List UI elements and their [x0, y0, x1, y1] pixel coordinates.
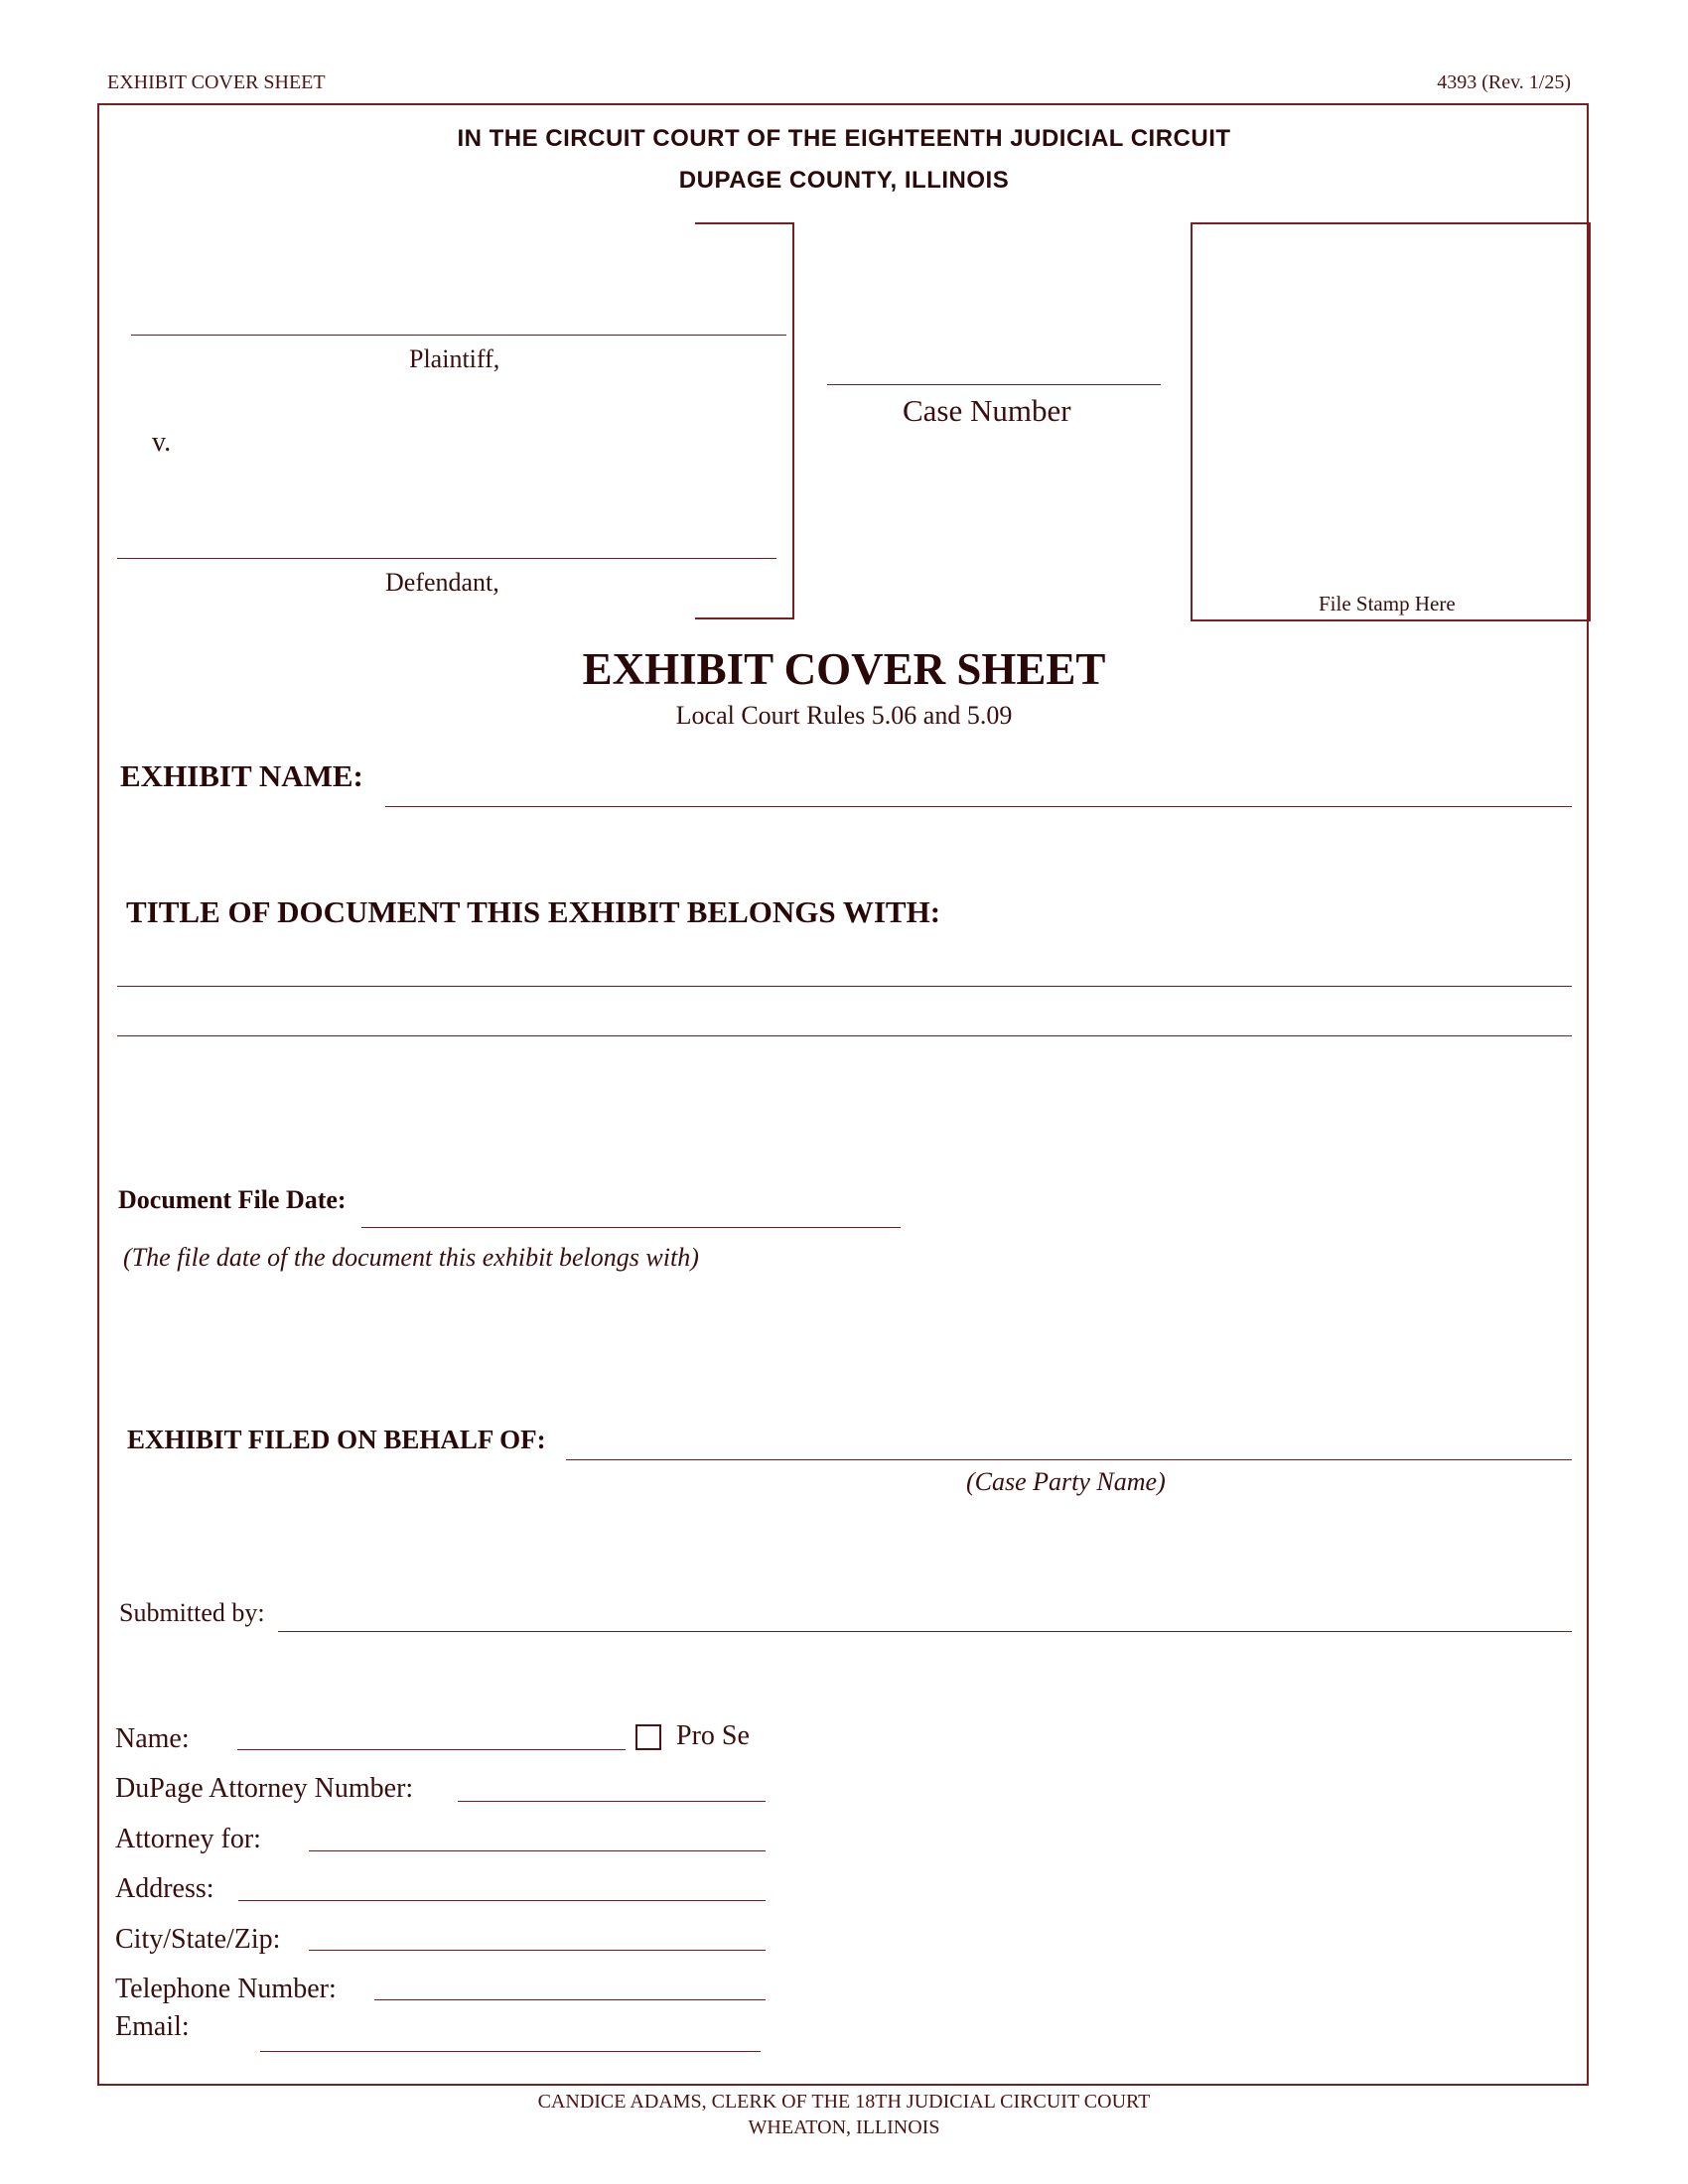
- document-file-date-label: Document File Date:: [118, 1185, 347, 1214]
- defendant-line[interactable]: [117, 558, 776, 559]
- footer-clerk: CANDICE ADAMS, CLERK OF THE 18TH JUDICIAL CIRCUIT COURT: [537, 2091, 1151, 2113]
- exhibit-name-line[interactable]: [385, 806, 1572, 807]
- case-party-hint: (Case Party Name): [966, 1467, 1166, 1496]
- caption-bracket: [695, 222, 794, 619]
- pro-se-checkbox[interactable]: [635, 1724, 661, 1750]
- case-number-line[interactable]: [827, 384, 1161, 385]
- document-file-date-line[interactable]: [361, 1227, 901, 1228]
- attorney-for-line[interactable]: [309, 1850, 766, 1851]
- filed-on-behalf-line[interactable]: [566, 1459, 1572, 1460]
- plaintiff-line[interactable]: [131, 335, 786, 336]
- address-label: Address:: [115, 1873, 214, 1904]
- footer-location: WHEATON, ILLINOIS: [748, 2116, 940, 2138]
- telephone-label: Telephone Number:: [115, 1974, 337, 2004]
- submitted-by-label: Submitted by:: [119, 1598, 265, 1627]
- attorney-for-label: Attorney for:: [115, 1824, 261, 1854]
- case-number-label: Case Number: [903, 393, 1071, 428]
- page-title: EXHIBIT COVER SHEET: [582, 644, 1106, 694]
- defendant-label: Defendant,: [385, 568, 499, 597]
- versus-label: v.: [152, 427, 172, 458]
- pro-se-label: Pro Se: [676, 1720, 750, 1751]
- name-label: Name:: [115, 1723, 190, 1754]
- form-number: 4393 (Rev. 1/25): [1437, 71, 1571, 93]
- document-file-date-hint: (The file date of the document this exhibit belongs with): [123, 1243, 699, 1272]
- email-line[interactable]: [260, 2051, 761, 2052]
- plaintiff-label: Plaintiff,: [409, 344, 500, 373]
- exhibit-name-label: EXHIBIT NAME:: [120, 758, 363, 793]
- dupage-number-line[interactable]: [458, 1801, 766, 1802]
- title-of-document-label: TITLE OF DOCUMENT THIS EXHIBIT BELONGS WITH:: [126, 894, 941, 929]
- city-state-zip-label: City/State/Zip:: [115, 1924, 281, 1955]
- file-stamp-box: [1191, 222, 1591, 621]
- title-of-document-line-1[interactable]: [117, 986, 1572, 987]
- telephone-line[interactable]: [374, 1999, 766, 2000]
- dupage-number-label: DuPage Attorney Number:: [115, 1773, 414, 1804]
- page-subtitle: Local Court Rules 5.06 and 5.09: [675, 701, 1013, 730]
- court-heading-line2: DUPAGE COUNTY, ILLINOIS: [678, 167, 1010, 194]
- filed-on-behalf-label: EXHIBIT FILED ON BEHALF OF:: [127, 1425, 546, 1454]
- file-stamp-label: File Stamp Here: [1319, 592, 1456, 615]
- title-of-document-line-2[interactable]: [117, 1035, 1572, 1036]
- city-state-zip-line[interactable]: [309, 1950, 766, 1951]
- court-heading-line1: IN THE CIRCUIT COURT OF THE EIGHTEENTH JUDICIAL CIRCUIT: [457, 125, 1231, 152]
- address-line[interactable]: [238, 1900, 766, 1901]
- submitted-by-line[interactable]: [278, 1631, 1572, 1632]
- name-line[interactable]: [237, 1749, 626, 1750]
- form-header-title: EXHIBIT COVER SHEET: [107, 71, 326, 93]
- email-label: Email:: [115, 2011, 190, 2042]
